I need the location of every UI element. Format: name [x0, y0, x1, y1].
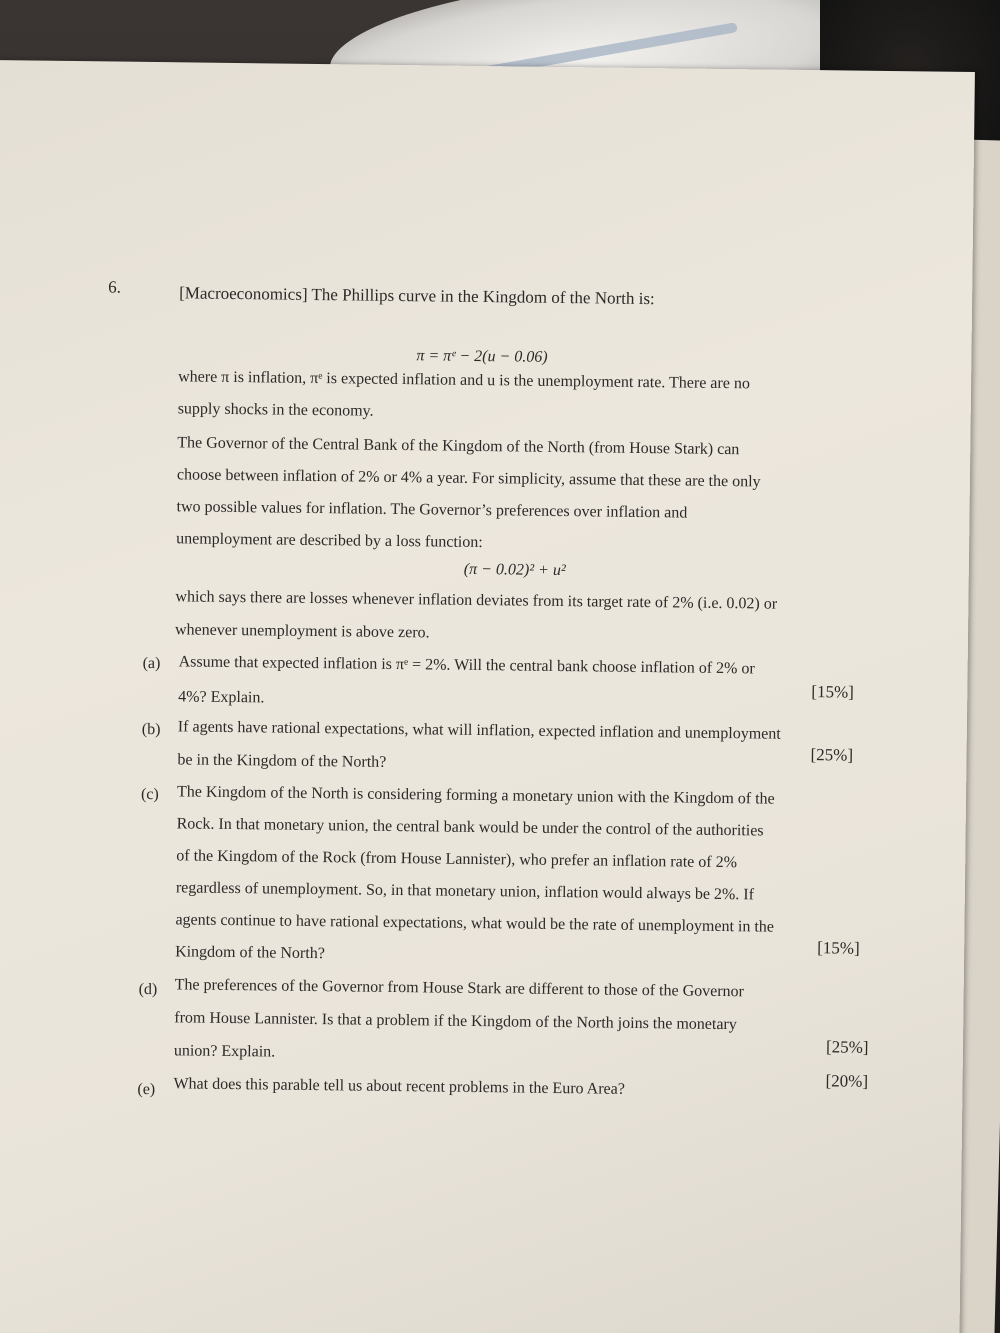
part-c-line-3: of the Kingdom of the Rock (from House Lannister), who prefer an inflation rate of 2% — [176, 847, 738, 872]
loss-function-equation: (π − 0.02)² + u² — [463, 560, 566, 580]
paragraph2-line-4: unemployment are described by a loss function: — [176, 530, 483, 552]
paragraph3-line-2: whenever unemployment is above zero. — [174, 621, 430, 642]
question-intro: [Macroeconomics] The Phillips curve in the Kingdom of the North is: — [179, 283, 655, 309]
part-b-label: (b) — [141, 720, 161, 739]
part-d-label: (d) — [138, 980, 158, 999]
phillips-curve-equation: π = πᵉ − 2(u − 0.06) — [416, 347, 548, 366]
part-d-line-1: The preferences of the Governor from House Stark are different to those of the Governor — [174, 976, 745, 1001]
part-a-line-1: Assume that expected inflation is πᵉ = 2%. Will the central bank choose inflation of 2% or — [178, 653, 755, 678]
where-line-2: supply shocks in the economy. — [177, 400, 374, 420]
part-d-line-3: union? Explain. — [173, 1042, 276, 1061]
question-number: 6. — [108, 277, 122, 297]
part-c-line-1: The Kingdom of the North is considering forming a monetary union with the Kingdom of the — [176, 783, 775, 808]
part-c-line-2: Rock. In that monetary union, the central bank would be under the control of the authorities — [176, 815, 764, 840]
where-line-1: where π is inflation, πᵉ is expected inflation and u is the unemployment rate. There are no — [178, 368, 751, 393]
part-c-marks: [15%] — [817, 938, 860, 958]
paragraph2-line-3: two possible values for inflation. The Governor’s preferences over inflation and — [176, 498, 688, 522]
part-a-line-2: 4%? Explain. — [178, 688, 265, 707]
part-d-marks: [25%] — [825, 1037, 869, 1057]
part-c-line-6: Kingdom of the North? — [175, 943, 325, 963]
part-c-label: (c) — [140, 785, 159, 804]
part-b-line-1: If agents have rational expectations, what will inflation, expected inflation and unemployment — [177, 718, 781, 743]
part-b-line-2: be in the Kingdom of the North? — [177, 751, 387, 771]
part-e-label: (e) — [137, 1080, 156, 1099]
part-c-line-5: agents continue to have rational expectations, what would be the rate of unemployment in the — [175, 911, 775, 936]
part-a-marks: [15%] — [811, 682, 854, 702]
part-e-line-1: What does this parable tell us about recent problems in the Euro Area? — [173, 1075, 625, 1098]
part-b-marks: [25%] — [810, 745, 854, 765]
paragraph2-line-2: choose between inflation of 2% or 4% a year. For simplicity, assume that these are the only — [176, 466, 761, 491]
paragraph3-line-1: which says there are losses whenever inflation deviates from its target rate of 2% (i.e. 0.02) or — [175, 588, 778, 613]
part-e-marks: [20%] — [825, 1071, 869, 1091]
exam-paper — [0, 60, 975, 1333]
part-c-line-4: regardless of unemployment. So, in that monetary union, inflation would always be 2%. If — [175, 879, 755, 904]
part-a-label: (a) — [142, 654, 161, 673]
paragraph2-line-1: The Governor of the Central Bank of the Kingdom of the North (from House Stark) can — [177, 434, 740, 459]
part-d-line-2: from House Lannister. Is that a problem if the Kingdom of the North joins the monetary — [174, 1009, 737, 1034]
